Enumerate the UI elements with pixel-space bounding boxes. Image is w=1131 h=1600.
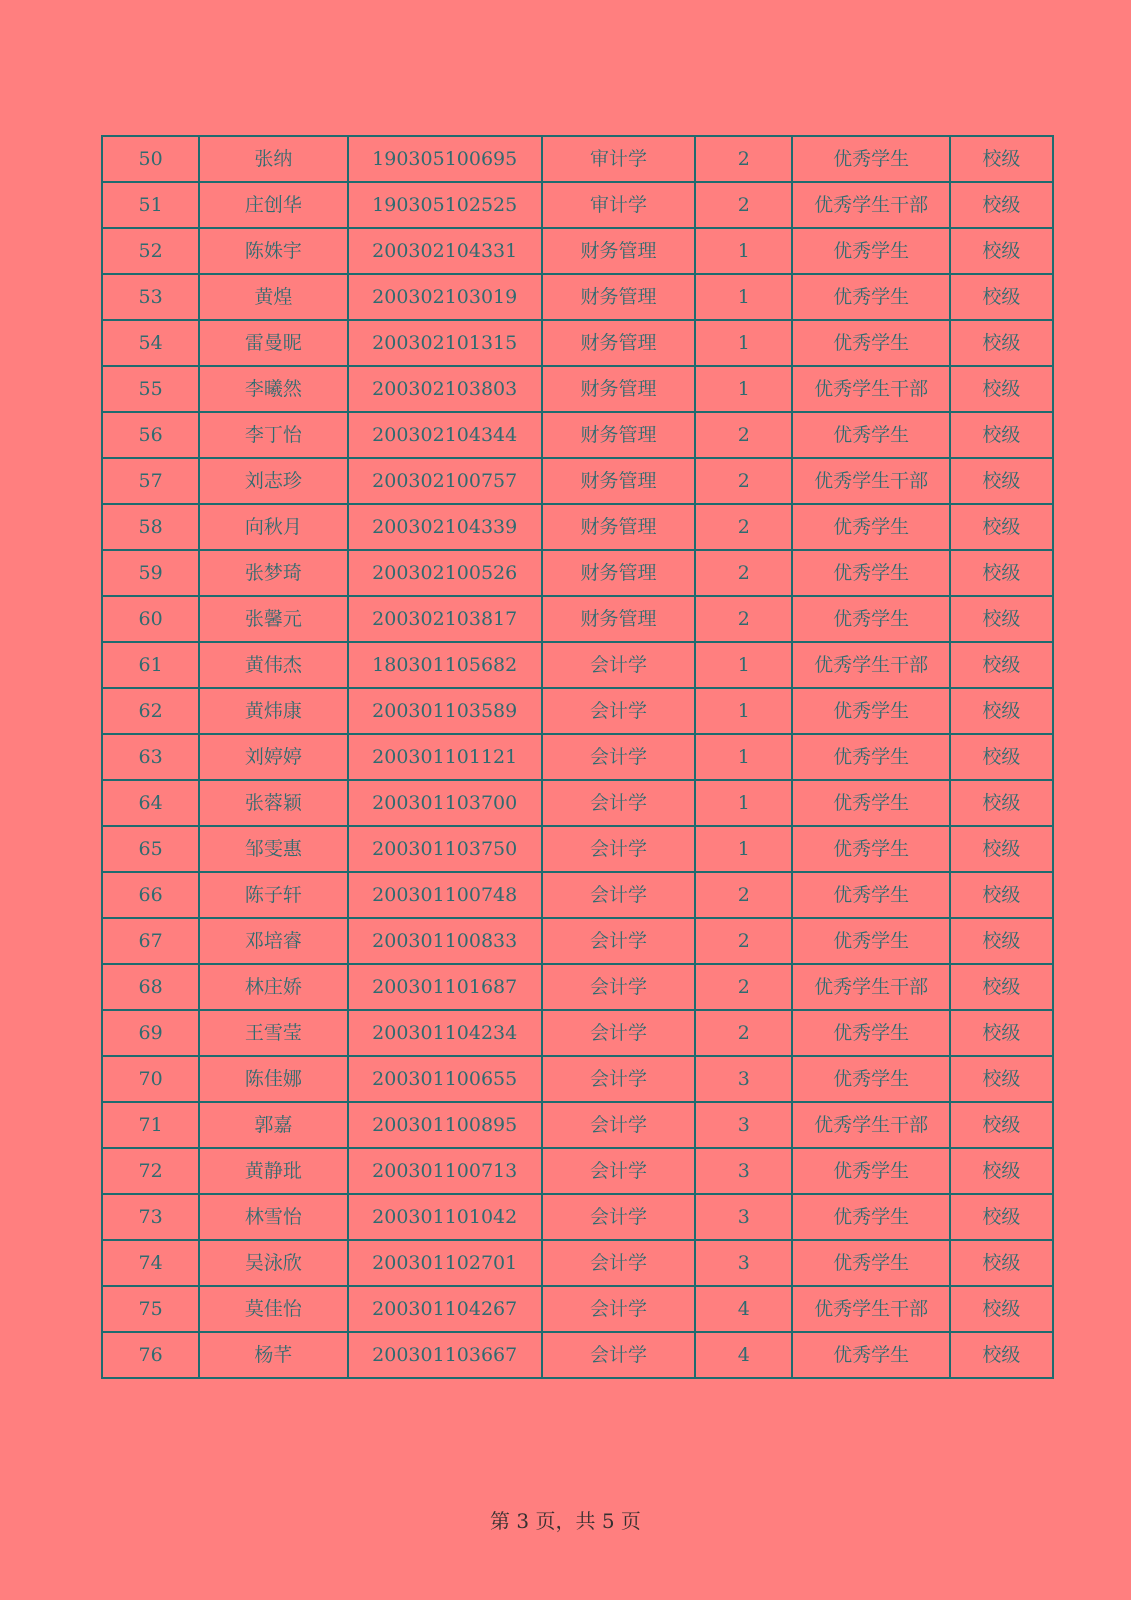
- student-id-cell: 200301104234: [348, 1010, 542, 1056]
- award-level-cell: 校级: [950, 964, 1053, 1010]
- row-number-cell: 53: [102, 274, 199, 320]
- student-name-cell: 李曦然: [199, 366, 347, 412]
- row-number-cell: 60: [102, 596, 199, 642]
- major-cell: 会计学: [542, 780, 695, 826]
- award-title-cell: 优秀学生: [792, 550, 949, 596]
- table-row: [102, 1286, 1053, 1332]
- award-level-cell: 校级: [950, 1148, 1053, 1194]
- grade-cell: 2: [695, 458, 792, 504]
- major-cell: 会计学: [542, 688, 695, 734]
- student-id-cell: 200301103700: [348, 780, 542, 826]
- major-cell: 会计学: [542, 918, 695, 964]
- award-title-cell: 优秀学生: [792, 274, 949, 320]
- award-title-cell: 优秀学生干部: [792, 642, 949, 688]
- major-cell: 审计学: [542, 182, 695, 228]
- student-id-cell: 190305102525: [348, 182, 542, 228]
- grade-cell: 2: [695, 964, 792, 1010]
- grade-cell: 1: [695, 274, 792, 320]
- roster-body: [102, 136, 1053, 1378]
- student-id-cell: 190305100695: [348, 136, 542, 182]
- grade-cell: 1: [695, 826, 792, 872]
- grade-cell: 2: [695, 1010, 792, 1056]
- student-id-cell: 200301103667: [348, 1332, 542, 1378]
- major-cell: 会计学: [542, 1010, 695, 1056]
- student-name-cell: 邹雯惠: [199, 826, 347, 872]
- student-id-cell: 200302100526: [348, 550, 542, 596]
- award-level-cell: 校级: [950, 182, 1053, 228]
- student-name-cell: 雷曼昵: [199, 320, 347, 366]
- student-id-cell: 200301101687: [348, 964, 542, 1010]
- table-row: [102, 780, 1053, 826]
- award-title-cell: 优秀学生: [792, 872, 949, 918]
- student-id-cell: 200301101121: [348, 734, 542, 780]
- row-number-cell: 66: [102, 872, 199, 918]
- student-name-cell: 李丁怡: [199, 412, 347, 458]
- row-number-cell: 73: [102, 1194, 199, 1240]
- award-level-cell: 校级: [950, 872, 1053, 918]
- award-title-cell: 优秀学生: [792, 596, 949, 642]
- row-number-cell: 75: [102, 1286, 199, 1332]
- award-title-cell: 优秀学生干部: [792, 1102, 949, 1148]
- table-row: [102, 228, 1053, 274]
- award-title-cell: 优秀学生: [792, 1194, 949, 1240]
- major-cell: 会计学: [542, 964, 695, 1010]
- award-roster-table: [101, 135, 1054, 1379]
- award-title-cell: 优秀学生: [792, 1148, 949, 1194]
- award-title-cell: 优秀学生: [792, 320, 949, 366]
- student-id-cell: 200302103803: [348, 366, 542, 412]
- table-row: [102, 136, 1053, 182]
- student-name-cell: 张纳: [199, 136, 347, 182]
- table-row: [102, 1240, 1053, 1286]
- award-title-cell: 优秀学生干部: [792, 458, 949, 504]
- student-id-cell: 180301105682: [348, 642, 542, 688]
- student-id-cell: 200301100655: [348, 1056, 542, 1102]
- grade-cell: 2: [695, 412, 792, 458]
- row-number-cell: 50: [102, 136, 199, 182]
- table-row: [102, 320, 1053, 366]
- table-row: [102, 458, 1053, 504]
- row-number-cell: 65: [102, 826, 199, 872]
- award-level-cell: 校级: [950, 780, 1053, 826]
- grade-cell: 1: [695, 780, 792, 826]
- award-level-cell: 校级: [950, 826, 1053, 872]
- row-number-cell: 58: [102, 504, 199, 550]
- row-number-cell: 68: [102, 964, 199, 1010]
- row-number-cell: 70: [102, 1056, 199, 1102]
- student-id-cell: 200301100713: [348, 1148, 542, 1194]
- grade-cell: 1: [695, 228, 792, 274]
- table-row: [102, 412, 1053, 458]
- major-cell: 财务管理: [542, 412, 695, 458]
- student-name-cell: 黄煌: [199, 274, 347, 320]
- award-level-cell: 校级: [950, 1240, 1053, 1286]
- award-title-cell: 优秀学生干部: [792, 366, 949, 412]
- row-number-cell: 61: [102, 642, 199, 688]
- grade-cell: 2: [695, 550, 792, 596]
- major-cell: 财务管理: [542, 228, 695, 274]
- row-number-cell: 67: [102, 918, 199, 964]
- table-row: [102, 504, 1053, 550]
- student-name-cell: 张梦琦: [199, 550, 347, 596]
- award-level-cell: 校级: [950, 642, 1053, 688]
- award-level-cell: 校级: [950, 688, 1053, 734]
- row-number-cell: 54: [102, 320, 199, 366]
- award-level-cell: 校级: [950, 228, 1053, 274]
- student-name-cell: 林雪怡: [199, 1194, 347, 1240]
- major-cell: 财务管理: [542, 458, 695, 504]
- award-level-cell: 校级: [950, 734, 1053, 780]
- major-cell: 财务管理: [542, 550, 695, 596]
- row-number-cell: 69: [102, 1010, 199, 1056]
- student-id-cell: 200302103817: [348, 596, 542, 642]
- student-id-cell: 200301100748: [348, 872, 542, 918]
- award-title-cell: 优秀学生: [792, 1056, 949, 1102]
- major-cell: 财务管理: [542, 366, 695, 412]
- page-number-footer: 第 3 页，共 5 页: [490, 1509, 641, 1533]
- grade-cell: 1: [695, 642, 792, 688]
- award-title-cell: 优秀学生: [792, 1240, 949, 1286]
- table-row: [102, 366, 1053, 412]
- grade-cell: 1: [695, 366, 792, 412]
- student-name-cell: 庄创华: [199, 182, 347, 228]
- grade-cell: 1: [695, 734, 792, 780]
- row-number-cell: 59: [102, 550, 199, 596]
- grade-cell: 3: [695, 1056, 792, 1102]
- major-cell: 财务管理: [542, 504, 695, 550]
- row-number-cell: 56: [102, 412, 199, 458]
- award-level-cell: 校级: [950, 918, 1053, 964]
- row-number-cell: 64: [102, 780, 199, 826]
- row-number-cell: 71: [102, 1102, 199, 1148]
- student-name-cell: 黄静玭: [199, 1148, 347, 1194]
- award-level-cell: 校级: [950, 136, 1053, 182]
- student-name-cell: 刘婷婷: [199, 734, 347, 780]
- award-title-cell: 优秀学生干部: [792, 964, 949, 1010]
- student-id-cell: 200302104344: [348, 412, 542, 458]
- award-title-cell: 优秀学生: [792, 826, 949, 872]
- row-number-cell: 62: [102, 688, 199, 734]
- grade-cell: 3: [695, 1148, 792, 1194]
- student-id-cell: 200301103750: [348, 826, 542, 872]
- award-level-cell: 校级: [950, 320, 1053, 366]
- table-row: [102, 1010, 1053, 1056]
- student-id-cell: 200301104267: [348, 1286, 542, 1332]
- row-number-cell: 76: [102, 1332, 199, 1378]
- student-name-cell: 林庄娇: [199, 964, 347, 1010]
- row-number-cell: 63: [102, 734, 199, 780]
- grade-cell: 3: [695, 1240, 792, 1286]
- award-title-cell: 优秀学生: [792, 1332, 949, 1378]
- grade-cell: 2: [695, 872, 792, 918]
- award-title-cell: 优秀学生: [792, 228, 949, 274]
- student-name-cell: 邓培睿: [199, 918, 347, 964]
- major-cell: 会计学: [542, 826, 695, 872]
- student-id-cell: 200301102701: [348, 1240, 542, 1286]
- student-name-cell: 吴泳欣: [199, 1240, 347, 1286]
- table-row: [102, 918, 1053, 964]
- major-cell: 会计学: [542, 872, 695, 918]
- grade-cell: 4: [695, 1332, 792, 1378]
- award-title-cell: 优秀学生: [792, 136, 949, 182]
- award-level-cell: 校级: [950, 1332, 1053, 1378]
- award-title-cell: 优秀学生: [792, 734, 949, 780]
- table-row: [102, 872, 1053, 918]
- grade-cell: 4: [695, 1286, 792, 1332]
- award-title-cell: 优秀学生: [792, 1010, 949, 1056]
- student-id-cell: 200301103589: [348, 688, 542, 734]
- major-cell: 会计学: [542, 1286, 695, 1332]
- major-cell: 审计学: [542, 136, 695, 182]
- student-id-cell: 200302104331: [348, 228, 542, 274]
- award-level-cell: 校级: [950, 1194, 1053, 1240]
- student-id-cell: 200301101042: [348, 1194, 542, 1240]
- row-number-cell: 52: [102, 228, 199, 274]
- student-name-cell: 杨芊: [199, 1332, 347, 1378]
- major-cell: 财务管理: [542, 596, 695, 642]
- major-cell: 财务管理: [542, 320, 695, 366]
- award-level-cell: 校级: [950, 1286, 1053, 1332]
- major-cell: 会计学: [542, 734, 695, 780]
- student-name-cell: 刘志珍: [199, 458, 347, 504]
- table-row: [102, 182, 1053, 228]
- table-row: [102, 596, 1053, 642]
- award-level-cell: 校级: [950, 412, 1053, 458]
- grade-cell: 2: [695, 918, 792, 964]
- table-row: [102, 550, 1053, 596]
- student-name-cell: 向秋月: [199, 504, 347, 550]
- student-id-cell: 200302104339: [348, 504, 542, 550]
- grade-cell: 2: [695, 182, 792, 228]
- grade-cell: 1: [695, 320, 792, 366]
- table-row: [102, 1332, 1053, 1378]
- award-level-cell: 校级: [950, 458, 1053, 504]
- student-name-cell: 莫佳怡: [199, 1286, 347, 1332]
- student-id-cell: 200301100833: [348, 918, 542, 964]
- row-number-cell: 74: [102, 1240, 199, 1286]
- grade-cell: 3: [695, 1194, 792, 1240]
- row-number-cell: 57: [102, 458, 199, 504]
- row-number-cell: 55: [102, 366, 199, 412]
- grade-cell: 3: [695, 1102, 792, 1148]
- grade-cell: 2: [695, 504, 792, 550]
- student-name-cell: 王雪莹: [199, 1010, 347, 1056]
- student-id-cell: 200301100895: [348, 1102, 542, 1148]
- student-name-cell: 黄炜康: [199, 688, 347, 734]
- award-level-cell: 校级: [950, 504, 1053, 550]
- table-row: [102, 1194, 1053, 1240]
- grade-cell: 1: [695, 688, 792, 734]
- major-cell: 会计学: [542, 1148, 695, 1194]
- student-name-cell: 张馨元: [199, 596, 347, 642]
- student-id-cell: 200302100757: [348, 458, 542, 504]
- award-title-cell: 优秀学生: [792, 918, 949, 964]
- table-row: [102, 688, 1053, 734]
- student-name-cell: 黄伟杰: [199, 642, 347, 688]
- award-level-cell: 校级: [950, 1102, 1053, 1148]
- table-row: [102, 826, 1053, 872]
- student-name-cell: 陈佳娜: [199, 1056, 347, 1102]
- table-row: [102, 1148, 1053, 1194]
- award-level-cell: 校级: [950, 1010, 1053, 1056]
- major-cell: 会计学: [542, 1102, 695, 1148]
- student-name-cell: 张蓉颖: [199, 780, 347, 826]
- award-level-cell: 校级: [950, 366, 1053, 412]
- award-title-cell: 优秀学生干部: [792, 182, 949, 228]
- student-name-cell: 陈姝宇: [199, 228, 347, 274]
- row-number-cell: 72: [102, 1148, 199, 1194]
- major-cell: 会计学: [542, 1194, 695, 1240]
- major-cell: 会计学: [542, 1056, 695, 1102]
- major-cell: 会计学: [542, 642, 695, 688]
- award-level-cell: 校级: [950, 1056, 1053, 1102]
- major-cell: 会计学: [542, 1240, 695, 1286]
- table-row: [102, 964, 1053, 1010]
- row-number-cell: 51: [102, 182, 199, 228]
- award-level-cell: 校级: [950, 596, 1053, 642]
- student-name-cell: 陈子轩: [199, 872, 347, 918]
- table-row: [102, 1056, 1053, 1102]
- student-id-cell: 200302101315: [348, 320, 542, 366]
- award-level-cell: 校级: [950, 550, 1053, 596]
- major-cell: 会计学: [542, 1332, 695, 1378]
- major-cell: 财务管理: [542, 274, 695, 320]
- grade-cell: 2: [695, 596, 792, 642]
- student-id-cell: 200302103019: [348, 274, 542, 320]
- award-title-cell: 优秀学生干部: [792, 1286, 949, 1332]
- table-row: [102, 274, 1053, 320]
- award-title-cell: 优秀学生: [792, 688, 949, 734]
- grade-cell: 2: [695, 136, 792, 182]
- award-title-cell: 优秀学生: [792, 780, 949, 826]
- award-title-cell: 优秀学生: [792, 504, 949, 550]
- table-row: [102, 1102, 1053, 1148]
- table-row: [102, 642, 1053, 688]
- table-row: [102, 734, 1053, 780]
- student-name-cell: 郭嘉: [199, 1102, 347, 1148]
- award-title-cell: 优秀学生: [792, 412, 949, 458]
- award-level-cell: 校级: [950, 274, 1053, 320]
